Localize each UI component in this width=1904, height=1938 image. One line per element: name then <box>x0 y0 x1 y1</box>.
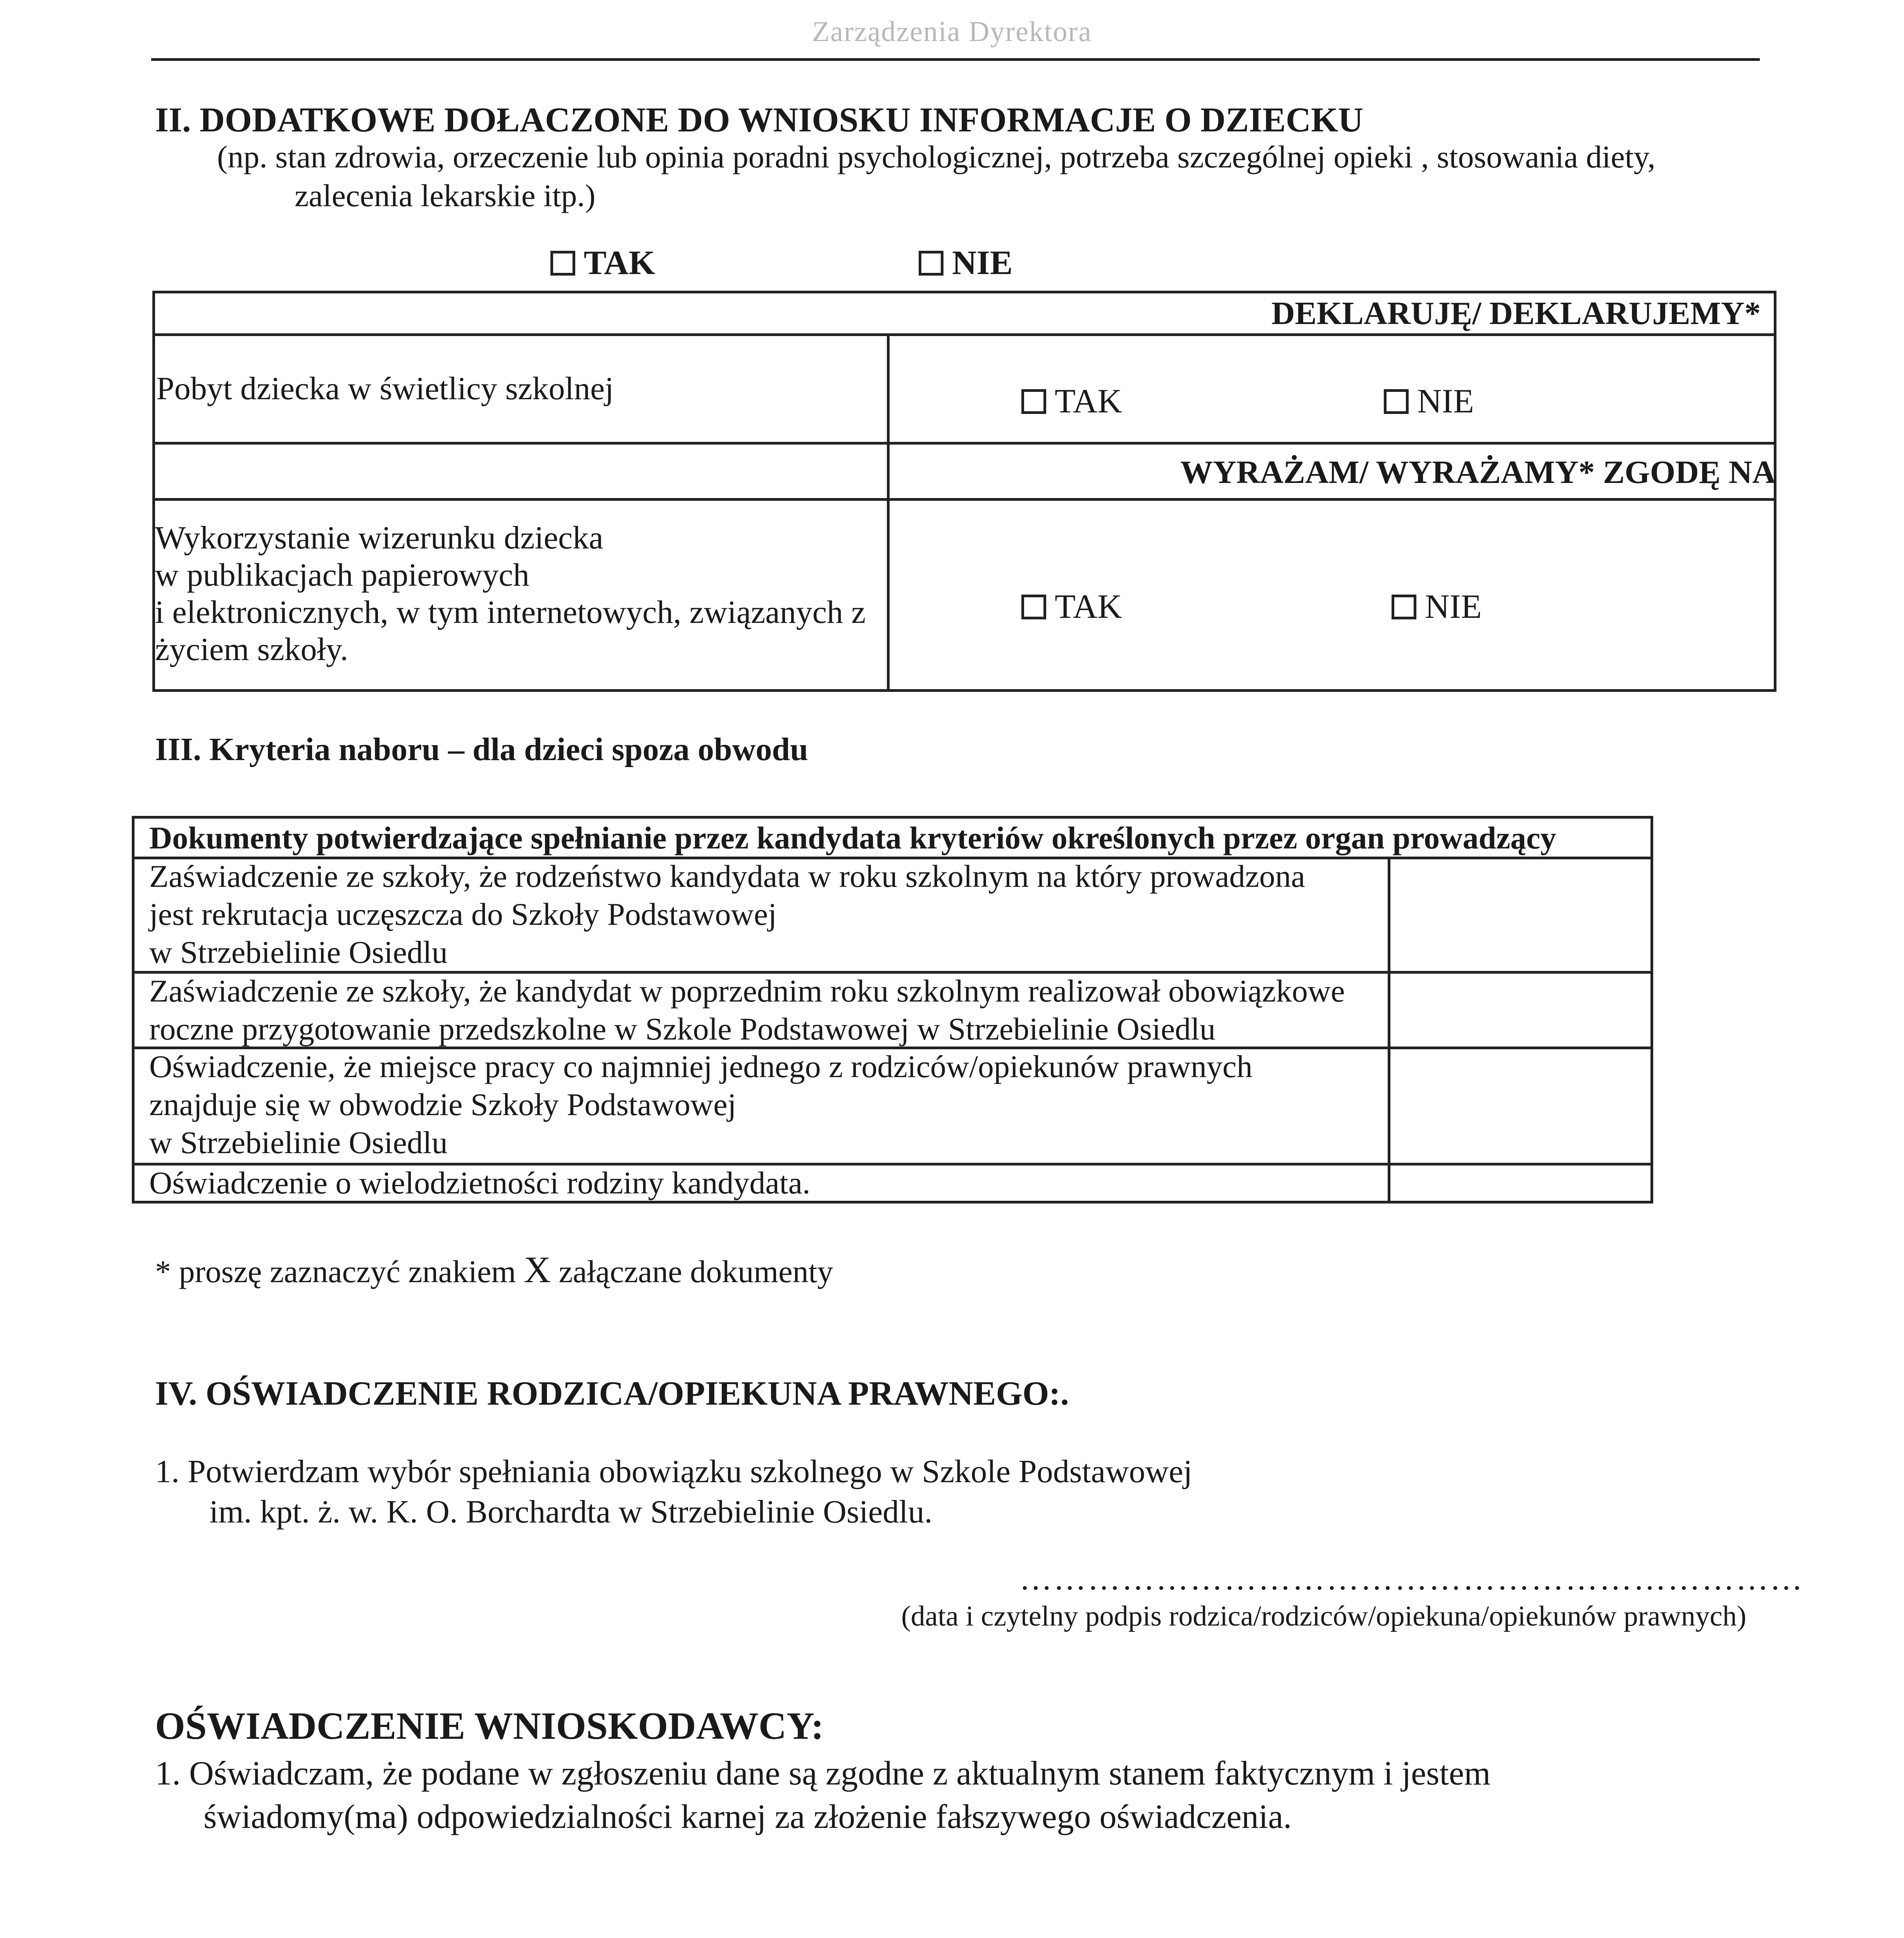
row2-no-checkbox[interactable] <box>1392 595 1416 619</box>
table1-row2-label <box>155 519 866 668</box>
section5-item <box>155 1752 1490 1839</box>
section2-note-line2: zalecenia lekarskie itp.) <box>295 178 596 213</box>
criteria-row-line: Zaświadczenie ze szkoły, że rodzeństwo kandydata w roku szkolnym na który prowadzona <box>149 859 1306 894</box>
row2-yes-checkbox[interactable] <box>1021 595 1046 619</box>
row2-line: życiem szkoły. <box>155 631 348 667</box>
yes-checkbox[interactable] <box>550 251 575 276</box>
criteria-row-2 <box>149 972 1345 1048</box>
t2-col-divider <box>1388 857 1390 1203</box>
criteria-row-line: w Strzebielinie Osiedlu <box>149 935 448 970</box>
section2-title: II. DODATKOWE DOŁACZONE DO WNIOSKU INFORMACJE O DZIECKU <box>155 101 1363 139</box>
section4-item-line1: 1. Potwierdzam wybór spełniania obowiązku szkolnego w Szkole Podstawowej <box>155 1454 1192 1490</box>
criteria-row-line: Zaświadczenie ze szkoły, że kandydat w poprzednim roku szkolnym realizował obowiązkowe <box>149 973 1345 1009</box>
section3-title: III. Kryteria naboru – dla dzieci spoza obwodu <box>155 731 808 767</box>
section4-signature-line[interactable]: …………………………………………………………… <box>1019 1561 1804 1597</box>
table1-row1-label: Pobyt dziecka w świetlicy szkolnej <box>156 371 614 407</box>
section4-signature-caption: (data i czytelny podpis rodzica/rodziców/opiekuna/opiekunów prawnych) <box>901 1600 1747 1632</box>
criteria-row-line: Oświadczenie, że miejsce pracy co najmniej jednego z rodziców/opiekunów prawnych <box>149 1049 1253 1084</box>
criteria-row-line: Oświadczenie o wielodzietności rodziny kandydata. <box>149 1165 811 1200</box>
criteria-mark-cell-4[interactable] <box>1392 1165 1651 1202</box>
footnote-prefix: * proszę zaznaczyć znakiem <box>155 1254 516 1289</box>
section2-yes-option[interactable] <box>550 243 655 283</box>
section4-title: IV. OŚWIADCZENIE RODZICA/OPIEKUNA PRAWNEGO:. <box>155 1375 1069 1412</box>
criteria-row-4 <box>149 1164 810 1202</box>
section5-item-line1: 1. Oświadczam, że podane w zgłoszeniu dane są zgodne z aktualnym stanem faktycznym i jestem <box>155 1755 1491 1792</box>
table1-col-divider-1 <box>887 333 890 442</box>
criteria-row-line: roczne przygotowanie przedszkolne w Szkole Podstawowej w Strzebielinie Osiedlu <box>149 1011 1216 1047</box>
row1-no-label: NIE <box>1417 383 1474 420</box>
table1-divider-1 <box>152 333 1776 336</box>
section2-no-option[interactable] <box>919 243 1013 283</box>
table1-divider-2 <box>152 442 1776 445</box>
table1-row2-no-option[interactable] <box>1392 587 1482 626</box>
page-header-title: Zarządzenia Dyrektora <box>812 16 1092 48</box>
row2-yes-label: TAK <box>1055 588 1122 626</box>
table1-divider-3 <box>152 498 1776 501</box>
no-checkbox[interactable] <box>919 251 943 276</box>
criteria-table-header: Dokumenty potwierdzające spełnianie przez kandydata kryteriów określonych przez organ prowadzący <box>149 820 1556 855</box>
criteria-row-line: znajduje się w obwodzie Szkoły Podstawowej <box>149 1087 736 1122</box>
criteria-mark-cell-1[interactable] <box>1392 859 1651 969</box>
criteria-mark-cell-3[interactable] <box>1392 1048 1651 1161</box>
row2-line: i elektronicznych, w tym internetowych, związanych z <box>155 594 866 630</box>
row1-yes-checkbox[interactable] <box>1021 389 1046 414</box>
section4-item-line2: im. kpt. ż. w. K. O. Borchardta w Strzebielinie Osiedlu. <box>209 1494 933 1530</box>
criteria-row-line: jest rekrutacja uczęszcza do Szkoły Podstawowej <box>149 897 777 932</box>
row1-no-checkbox[interactable] <box>1384 389 1409 414</box>
criteria-mark-cell-2[interactable] <box>1392 973 1651 1045</box>
table1-row1-no-option[interactable] <box>1384 382 1474 421</box>
row1-yes-label: TAK <box>1055 383 1122 420</box>
table1-header2: WYRAŻAM/ WYRAŻAMY* ZGODĘ NA <box>1180 454 1776 490</box>
footnote-suffix: załączane dokumenty <box>559 1254 833 1289</box>
criteria-row-line: w Strzebielinie Osiedlu <box>149 1125 448 1160</box>
section5-title: OŚWIADCZENIE WNIOSKODAWCY: <box>155 1704 824 1747</box>
table1-col-divider-2 <box>887 442 890 692</box>
criteria-row-3 <box>149 1048 1252 1162</box>
yes-label: TAK <box>584 244 655 282</box>
section4-item <box>155 1452 1192 1532</box>
no-label: NIE <box>952 244 1013 282</box>
table1-row2-yes-option[interactable] <box>1021 587 1122 626</box>
footnote-mark: X <box>524 1249 551 1290</box>
header-rule <box>151 58 1760 61</box>
criteria-row-1 <box>149 857 1305 971</box>
row2-line: w publikacjach papierowych <box>155 557 529 593</box>
row2-line: Wykorzystanie wizerunku dziecka <box>155 520 604 556</box>
table1-row1-yes-option[interactable] <box>1021 382 1122 421</box>
footnote <box>155 1248 833 1291</box>
table1-header1: DEKLARUJĘ/ DEKLARUJEMY* <box>1271 295 1761 331</box>
row2-no-label: NIE <box>1425 588 1482 626</box>
section2-note-line1: (np. stan zdrowia, orzeczenie lub opinia poradni psychologicznej, potrzeba szczególnej opieki , stosowania diety, <box>217 139 1656 174</box>
section5-item-line2: świadomy(ma) odpowiedzialności karnej za złożenie fałszywego oświadczenia. <box>204 1798 1292 1836</box>
